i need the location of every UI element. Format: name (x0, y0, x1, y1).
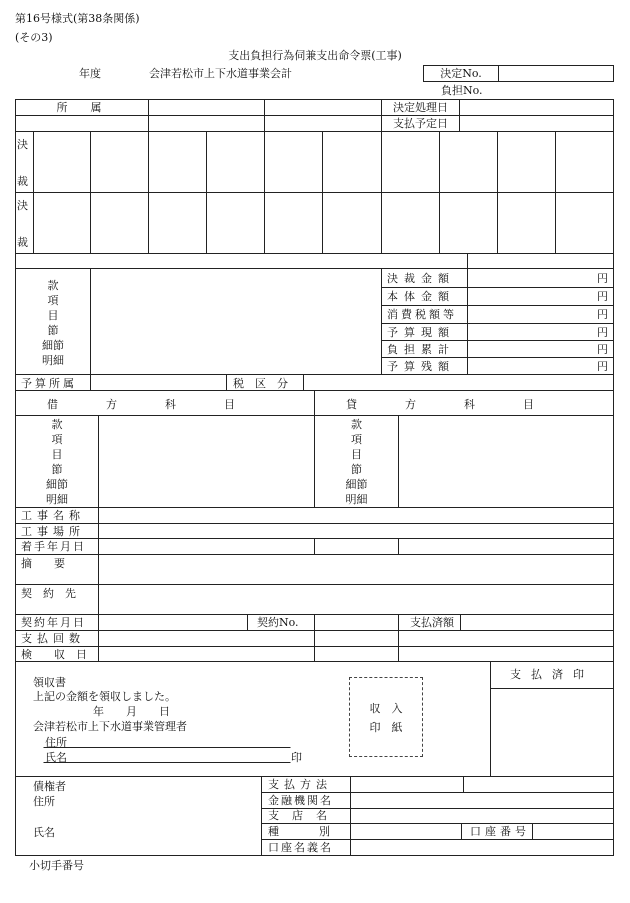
form-part: (その3) (15, 31, 53, 44)
fiscal-year-label: 年度 (79, 67, 101, 80)
form-number: 第16号様式(第38条関係) (15, 12, 140, 25)
debit-item-saisetsu: 細節 (46, 478, 68, 491)
account-holder-label: 口座名義名 (268, 841, 333, 854)
budget-item-saisetsu: 細節 (42, 339, 64, 352)
account-type-label: 種別 (268, 825, 370, 838)
debit-item-meisai: 明細 (46, 493, 68, 506)
approval1-char1: 決 (17, 138, 28, 151)
amount-label-body: 本体金額 (387, 290, 455, 303)
credit-item-setsu: 節 (351, 463, 362, 476)
receipt-address-label: 住所 (45, 736, 67, 749)
credit-item-saisetsu: 細節 (345, 478, 368, 491)
start-date-label: 着手年月日 (21, 540, 86, 553)
summary-label: 摘 要 (21, 557, 65, 570)
branch-name-label: 支店名 (268, 809, 340, 822)
check-number-label: 小切手番号 (29, 859, 84, 872)
paid-amount-label: 支払済額 (410, 616, 454, 629)
yen-unit: 円 (597, 326, 608, 339)
burden-no-label: 負担No. (441, 84, 483, 97)
inspection-date-label: 検 収 日 (21, 648, 87, 661)
amount-label-approval: 決裁金額 (387, 272, 455, 285)
yen-unit: 円 (597, 308, 608, 321)
contract-no-label: 契約No. (257, 616, 299, 629)
credit-item-kan: 款 (351, 418, 362, 431)
credit-item-moku: 目 (351, 448, 362, 461)
revenue-stamp-line1: 収 入 (369, 702, 403, 715)
creditor-address-label: 住所 (33, 795, 55, 808)
revenue-stamp-line2: 印 紙 (369, 721, 403, 734)
amount-label-cumulative: 負担累計 (387, 343, 455, 356)
debit-item-moku: 目 (51, 448, 63, 461)
account-number-label: 口座番号 (470, 825, 530, 838)
credit-account-title: 貸方科目 (346, 398, 582, 411)
payment-count-label: 支払回数 (21, 632, 85, 645)
amount-label-budget-current: 予算現額 (387, 326, 455, 339)
paid-stamp-label: 支払済印 (510, 668, 594, 681)
receipt-manager: 会津若松市上下水道事業管理者 (33, 720, 187, 733)
form-title: 支出負担行為伺兼支出命令票(工事) (228, 49, 402, 62)
pay-method-label: 支払方法 (268, 778, 332, 791)
decision-date-label: 決定処理日 (393, 101, 448, 114)
yen-unit: 円 (597, 360, 608, 373)
receipt-title: 領収書 (33, 676, 66, 689)
receipt-name-label: 氏名 (45, 751, 67, 764)
affiliation-label: 所 属 (56, 101, 108, 114)
contractor-label: 契 約 先 (21, 587, 76, 600)
amount-label-remaining: 予算残額 (387, 360, 455, 373)
yen-unit: 円 (597, 272, 608, 285)
yen-unit: 円 (597, 290, 608, 303)
receipt-text: 上記の金額を領収しました。 (33, 690, 176, 703)
budget-affiliation-label: 予算所属 (21, 377, 77, 390)
yen-unit: 円 (597, 343, 608, 356)
creditor-label: 債権者 (33, 780, 66, 793)
receipt-date: 年 月 日 (93, 705, 170, 718)
debit-item-setsu: 節 (51, 463, 63, 476)
approval2-char2: 裁 (17, 236, 28, 249)
budget-item-meisai: 明細 (42, 354, 64, 367)
creditor-name-label: 氏名 (33, 826, 55, 839)
approval1-char2: 裁 (17, 175, 28, 188)
debit-item-kan: 款 (51, 418, 63, 431)
payment-date-label: 支払予定日 (393, 117, 448, 130)
budget-item-moku: 目 (47, 309, 59, 322)
debit-account-title: 借方科目 (47, 398, 283, 411)
credit-item-kou: 項 (351, 433, 362, 446)
approval2-char1: 決 (17, 199, 28, 212)
bank-name-label: 金融機関名 (268, 794, 333, 807)
work-place-label: 工事場所 (21, 525, 85, 538)
amount-label-tax: 消費税額等 (387, 308, 457, 321)
credit-item-meisai: 明細 (345, 493, 368, 506)
seal-mark: 印 (291, 751, 302, 764)
accounting-name: 会津若松市上下水道事業会計 (149, 67, 292, 80)
revenue-stamp-box (349, 677, 423, 757)
budget-item-kan: 款 (47, 279, 59, 292)
budget-item-kou: 項 (47, 294, 59, 307)
work-name-label: 工事名称 (21, 509, 85, 522)
tax-class-label: 税 区 分 (233, 377, 288, 390)
budget-item-setsu: 節 (47, 324, 59, 337)
debit-item-kou: 項 (51, 433, 63, 446)
decision-no-label: 決定No. (440, 67, 482, 80)
contract-date-label: 契約年月日 (21, 616, 86, 629)
